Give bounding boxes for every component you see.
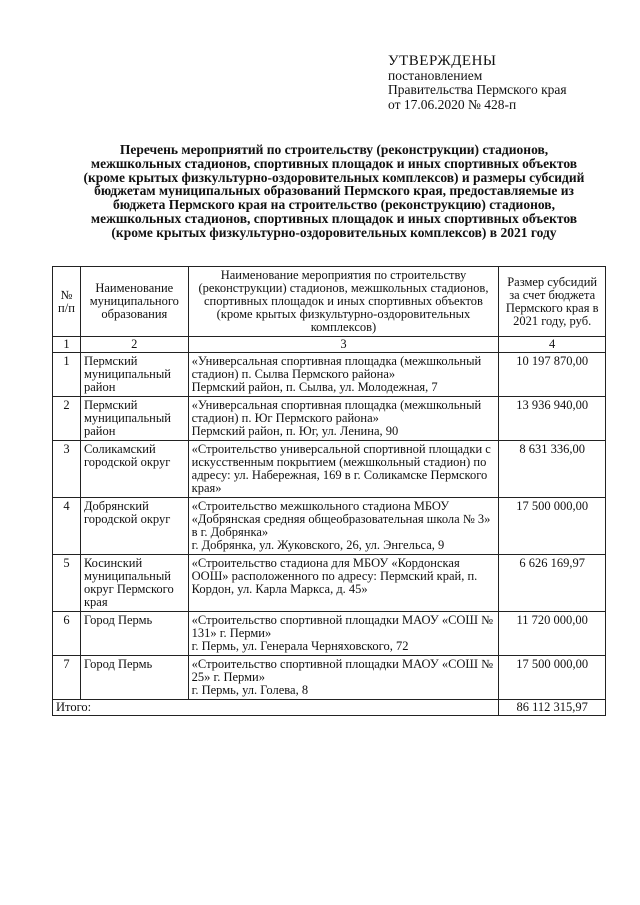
row-event <box>188 656 499 700</box>
row-number: 3 <box>53 441 81 498</box>
total-sum: 86 112 315,97 <box>499 700 606 716</box>
table-index-row <box>53 337 606 353</box>
row-subsidy: 8 631 336,00 <box>499 441 606 498</box>
row-event-name: «Строительство универсальной спортивной площадки с искусственным покрытием (межшкольный стадион) по адресу: ул. Набережная, 169 в г. Соликамске Пермского края» <box>191 442 491 495</box>
row-event <box>188 353 499 397</box>
row-subsidy: 6 626 169,97 <box>499 555 606 612</box>
header-number: № п/п <box>53 267 81 337</box>
table-header-row <box>53 267 606 337</box>
row-event <box>188 555 499 612</box>
table-row <box>53 555 606 612</box>
row-address: г. Пермь, ул. Генерала Черняховского, 72 <box>191 639 409 653</box>
document-title: Перечень мероприятий по строительству (реконструкции) стадионов, межшкольных стадионов, спортивных площадок и иных спортивных объектов (кроме крытых физкультурно-оздоровительных комплексов) и размеры субсидий бюджетам муниципальных образований Пермского края, предоставляемые из бюджета Пермского края на строительство (реконструкцию) стадионов, межшкольных стадионов, спортивных площадок и иных спортивных объектов (кроме крытых физкультурно-оздоровительных комплексов) в 2021 году <box>83 142 585 240</box>
row-subsidy: 17 500 000,00 <box>499 656 606 700</box>
row-municipality: Пермский муниципальный район <box>80 353 188 397</box>
table-total-row <box>53 700 606 716</box>
row-address: г. Добрянка, ул. Жуковского, 26, ул. Энгельса, 9 <box>191 538 445 552</box>
row-event-name: «Универсальная спортивная площадка (межшкольный стадион) п. Сылва Пермского района» <box>191 354 482 381</box>
row-subsidy: 17 500 000,00 <box>499 498 606 555</box>
approval-head: УТВЕРЖДЕНЫ <box>388 53 497 69</box>
approval-line-1: постановлением <box>388 67 483 83</box>
row-subsidy: 11 720 000,00 <box>499 612 606 656</box>
row-event-name: «Строительство спортивной площадки МАОУ «СОШ № 131» г. Перми» <box>191 613 494 640</box>
index-cell: 3 <box>188 337 499 353</box>
row-address: Пермский район, п. Сылва, ул. Молодежная, 7 <box>191 380 438 394</box>
header-event: Наименование мероприятия по строительству (реконструкции) стадионов, межшкольных стадионов, спортивных площадок и иных спортивных объектов (кроме крытых физкультурно-оздоровительных комплексов) <box>188 267 499 337</box>
row-municipality: Соликамский городской округ <box>80 441 188 498</box>
row-event <box>188 498 499 555</box>
approval-line-3: от 17.06.2020 № 428-п <box>388 96 517 112</box>
approval-stamp <box>388 54 567 112</box>
row-event <box>188 397 499 441</box>
index-cell: 1 <box>53 337 81 353</box>
approval-line-2: Правительства Пермского края <box>388 82 567 97</box>
table-row <box>53 397 606 441</box>
row-subsidy: 10 197 870,00 <box>499 353 606 397</box>
row-address: Пермский район, п. Юг, ул. Ленина, 90 <box>191 424 399 438</box>
row-event-name: «Строительство межшкольного стадиона МБОУ «Добрянская средняя общеобразовательная школа № 3» в г. Добрянка» <box>191 499 491 539</box>
table-row <box>53 656 606 700</box>
row-subsidy: 13 936 940,00 <box>499 397 606 441</box>
header-municipality: Наименование муниципального образования <box>80 267 188 337</box>
subsidy-table <box>52 266 606 716</box>
row-event-name: «Универсальная спортивная площадка (межшкольный стадион) п. Юг Пермского района» <box>191 398 482 425</box>
table-row <box>53 441 606 498</box>
table-row <box>53 498 606 555</box>
row-event <box>188 612 499 656</box>
row-municipality: Добрянский городской округ <box>80 498 188 555</box>
table-row <box>53 612 606 656</box>
row-number: 2 <box>53 397 81 441</box>
header-subsidy: Размер субсидий за счет бюджета Пермского края в 2021 году, руб. <box>499 267 606 337</box>
index-cell: 4 <box>499 337 606 353</box>
row-municipality: Город Пермь <box>80 612 188 656</box>
row-municipality: Пермский муниципальный район <box>80 397 188 441</box>
row-event <box>188 441 499 498</box>
index-cell: 2 <box>80 337 188 353</box>
row-event-name: «Строительство спортивной площадки МАОУ «СОШ № 25» г. Перми» <box>191 657 494 684</box>
row-number: 1 <box>53 353 81 397</box>
row-number: 7 <box>53 656 81 700</box>
table-row <box>53 353 606 397</box>
row-event-name: «Строительство стадиона для МБОУ «Кордонская ООШ» расположенного по адресу: Пермский край, п. Кордон, ул. Карла Маркса, д. 45» <box>191 556 478 596</box>
row-number: 6 <box>53 612 81 656</box>
row-number: 5 <box>53 555 81 612</box>
row-address: г. Пермь, ул. Голева, 8 <box>191 683 309 697</box>
row-municipality: Косинский муниципальный округ Пермского края <box>80 555 188 612</box>
row-number: 4 <box>53 498 81 555</box>
row-municipality: Город Пермь <box>80 656 188 700</box>
total-label: Итого: <box>53 700 499 716</box>
